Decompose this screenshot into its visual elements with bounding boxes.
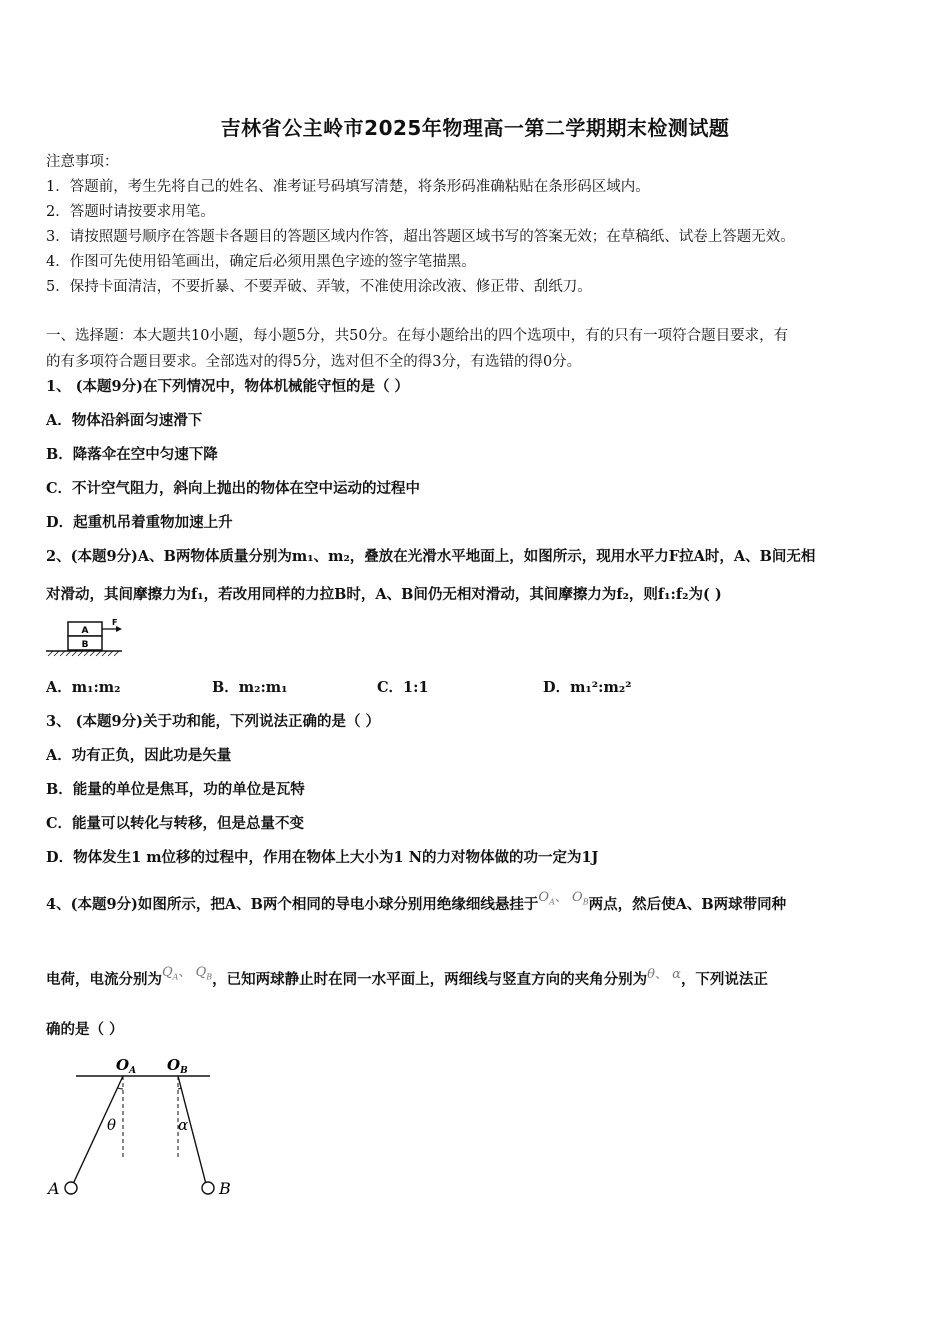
question-4-line1-b: 两点，然后使A、B两球带同种 (588, 896, 787, 913)
blocks-figure (44, 618, 124, 660)
question-1-stem: 1、 (本题9分)在下列情况中，物体机械能守恒的是（ ） (46, 378, 409, 395)
note-item: 5．保持卡面清洁，不要折暴、不要弄破、弄皱，不准使用涂改液、修正带、刮纸刀。 (46, 279, 592, 295)
angle-arc-theta (118, 1088, 123, 1089)
ball-b-label: B (219, 1179, 231, 1198)
question-3-option-d: D．物体发生1 m位移的过程中，作用在物体上大小为1 N的力对物体做的功一定为1J (46, 849, 599, 866)
notes-heading: 注意事项： (46, 154, 119, 170)
question-3-stem: 3、 (本题9分)关于功和能，下列说法正确的是（ ） (46, 713, 380, 730)
section-intro-line1: 一、选择题：本大题共10小题，每小题5分，共50分。在每小题给出的四个选项中，有的只有一项符合题目要求，有 (46, 328, 789, 344)
question-2-option-c: C．1:1 (377, 679, 429, 696)
question-2-line1: 2、(本题9分)A、B两物体质量分别为m₁、m₂，叠放在光滑水平地面上，如图所示，现用水平力F拉A时，A、B间无相 (46, 548, 816, 565)
question-1-option-b: B．降落伞在空中匀速下降 (46, 446, 218, 463)
note-item: 2．答题时请按要求用笔。 (46, 204, 215, 220)
pendulum-figure (44, 1048, 244, 1208)
question-4-line2-b: ，已知两球静止时在同一水平面上，两细线与竖直方向的夹角分别为 (212, 971, 648, 988)
section-intro-line2: 的有多项符合题目要求。全部选对的得5分，选对但不全的得3分，有选错的得0分。 (46, 354, 582, 370)
force-label: F (112, 618, 118, 627)
point-ob-label: $O_B$ (167, 1056, 188, 1076)
page-title: 吉林省公主岭市2025年物理高一第二学期期末检测试题 (220, 116, 730, 140)
block-a-label: A (81, 626, 89, 636)
question-3-option-a: A．功有正负，因此功是矢量 (46, 747, 232, 764)
alpha-label: α (178, 1116, 189, 1134)
question-4-line3: 确的是（ ） (46, 1021, 124, 1038)
question-4-line1 (46, 890, 787, 921)
question-4-line2-c: ，下列说法正 (680, 971, 768, 988)
point-oa-label: $O_A$ (116, 1056, 137, 1076)
note-item: 1．答题前，考生先将自己的姓名、准考证号码填写清楚，将条形码准确粘贴在条形码区域内。 (46, 179, 650, 195)
point-oa-symbol: $O_A$、 $O_B$ (538, 890, 589, 907)
note-item: 4．作图可先使用铅笔画出，确定后必须用黑色字迹的签字笔描黑。 (46, 254, 476, 270)
question-3-option-b: B．能量的单位是焦耳，功的单位是瓦特 (46, 781, 305, 798)
question-4-line2-a: 电荷，电流分别为 (46, 971, 162, 988)
note-item: 3．请按照题号顺序在答题卡各题目的答题区域内作答，超出答题区域书写的答案无效；在草稿纸、试卷上答题无效。 (46, 229, 795, 245)
angle-arc-alpha (178, 1088, 181, 1089)
question-2-line2: 对滑动，其间摩擦力为f₁，若改用同样的力拉B时，A、B间仍无相对滑动，其间摩擦力为f₂，则f₁:f₂为( ) (46, 586, 722, 603)
question-3-option-c: C．能量可以转化与转移，但是总量不变 (46, 815, 305, 832)
question-4-line2 (46, 965, 768, 996)
question-1-option-d: D．起重机吊着重物加速上升 (46, 514, 233, 531)
ball-a (65, 1182, 77, 1194)
ball-a-label: A (48, 1179, 60, 1198)
charge-symbols: $Q_A$、 $Q_B$ (162, 965, 213, 982)
ball-b (202, 1182, 214, 1194)
block-b-label: B (81, 640, 89, 650)
question-4-line1-a: 4、(本题9分)如图所示，把A、B两个相同的导电小球分别用绝缘细线悬挂于 (46, 896, 539, 913)
question-1-option-c: C．不计空气阻力，斜向上抛出的物体在空中运动的过程中 (46, 480, 421, 497)
question-1-option-a: A．物体沿斜面匀速滑下 (46, 412, 203, 429)
angle-symbols: θ、 α (647, 967, 681, 982)
question-2-option-d: D．m₁²:m₂² (543, 679, 632, 696)
question-2-option-b: B．m₂:m₁ (212, 679, 288, 696)
question-2-option-a: A．m₁:m₂ (46, 679, 121, 696)
theta-label: θ (107, 1116, 117, 1134)
